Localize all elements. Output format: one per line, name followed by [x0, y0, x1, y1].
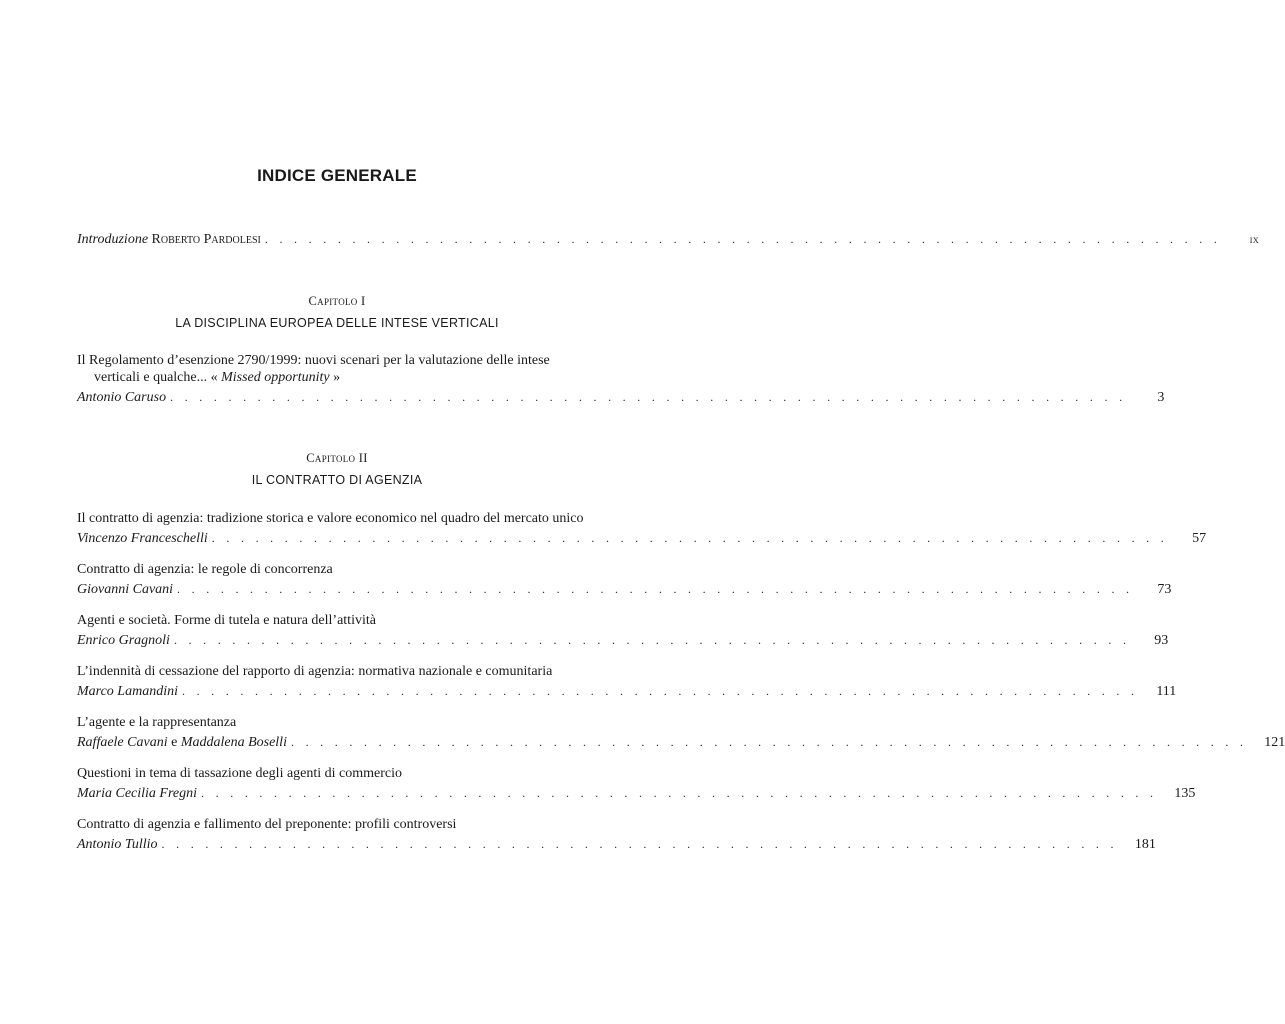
- intro-line: [77, 231, 1260, 249]
- toc-entry[interactable]: [77, 612, 1169, 649]
- dot-leader: . . . . . . . . . . . . . . . . . . . . . . . . . . . . . . . . . . . . . . . . . . . . . . . . . . . . . . . . . . . . . . . . . .: [211, 531, 1169, 545]
- entry-title: Il contratto di agenzia: tradizione storica e valore economico nel quadro del mercato unico: [77, 511, 584, 526]
- entry-author-line: [77, 785, 1196, 802]
- entry-title: Questioni in tema di tassazione degli agenti di commercio: [77, 766, 403, 781]
- dot-leader: . . . . . . . . . . . . . . . . . . . . . . . . . . . . . . . . . . . . . . . . . . . . . . . . . . . . . . . . . . . . . . . . . .: [177, 582, 1134, 596]
- entry-author-line: [77, 632, 1169, 649]
- entry-author-line: [77, 530, 1207, 547]
- entry-author: Maria Cecilia Fregni: [77, 786, 198, 801]
- page-number: 135: [1174, 786, 1196, 801]
- toc-entry[interactable]: [77, 561, 1172, 598]
- toc-entry[interactable]: [77, 765, 1196, 802]
- chapter-title: IL CONTRATTO DI AGENZIA: [251, 473, 423, 487]
- chapter-entries: [77, 510, 1285, 853]
- author-conjunction: e: [171, 735, 178, 750]
- entry-title-italic: Missed opportunity: [221, 370, 330, 385]
- page-number: 73: [1157, 582, 1172, 597]
- intro-author-name: Roberto Pardolesi: [151, 232, 261, 247]
- entry-title: Contratto di agenzia: le regole di concorrenza: [77, 562, 333, 577]
- entry-author-1: Raffaele Cavani: [77, 735, 168, 750]
- page-number: 93: [1154, 633, 1169, 648]
- entry-author: Vincenzo Franceschelli: [77, 531, 208, 546]
- toc-entry[interactable]: [77, 510, 1207, 547]
- chapter-label: Capitolo I: [308, 294, 366, 308]
- dot-leader: . . . . . . . . . . . . . . . . . . . . . . . . . . . . . . . . . . . . . . . . . . . . . . . . . . . . . . . . . . . . . . . . . .: [173, 633, 1131, 647]
- entry-author-line: [77, 581, 1172, 598]
- dot-leader: . . . . . . . . . . . . . . . . . . . . . . . . . . . . . . . . . . . . . . . . . . . . . . . . . . . . . . . . . . . . . . . . . .: [264, 232, 1222, 246]
- entry-author: Antonio Caruso: [77, 390, 167, 405]
- page-number: 181: [1134, 837, 1156, 852]
- toc-entry[interactable]: [77, 663, 1177, 700]
- toc-intro-entry[interactable]: [77, 228, 1260, 249]
- entry-author: [77, 734, 287, 751]
- entry-author: Enrico Gragnoli: [77, 633, 170, 648]
- toc-page: [77, 0, 1285, 1024]
- entry-author: Giovanni Cavani: [77, 582, 174, 597]
- toc-entry[interactable]: [77, 352, 1165, 406]
- entry-author-line: [77, 683, 1177, 700]
- entry-title: Contratto di agenzia e fallimento del preponente: profili controversi: [77, 817, 457, 832]
- page-number: 111: [1156, 684, 1177, 699]
- entry-author-line: [77, 389, 1165, 406]
- dot-leader: . . . . . . . . . . . . . . . . . . . . . . . . . . . . . . . . . . . . . . . . . . . . . . . . . . . . . . . . . . . . . . . . . .: [181, 684, 1139, 698]
- dot-leader: . . . . . . . . . . . . . . . . . . . . . . . . . . . . . . . . . . . . . . . . . . . . . . . . . . . . . . . . . . . . . . . . . .: [170, 390, 1127, 404]
- entry-title: L’indennità di cessazione del rapporto di agenzia: normativa nazionale e comunitaria: [77, 664, 553, 679]
- entry-author-line: [77, 836, 1156, 853]
- toc-entry[interactable]: [77, 816, 1156, 853]
- intro-author: [77, 231, 261, 248]
- page-number: 3: [1157, 390, 1165, 405]
- entry-author: Marco Lamandini: [77, 684, 178, 699]
- page-title: INDICE GENERALE: [257, 166, 417, 185]
- page-number: 57: [1192, 531, 1207, 546]
- chapter-1: [77, 293, 1165, 420]
- page-number: 121: [1264, 735, 1285, 750]
- entry-author: Antonio Tullio: [77, 837, 158, 852]
- dot-leader: . . . . . . . . . . . . . . . . . . . . . . . . . . . . . . . . . . . . . . . . . . . . . . . . . . . . . . . . . . . . . . . . . .: [161, 837, 1118, 851]
- chapter-2: [77, 450, 1285, 867]
- toc-entry[interactable]: [77, 714, 1285, 751]
- entry-title: Agenti e società. Forme di tutela e natura dell’attività: [77, 613, 376, 628]
- intro-label: Introduzione: [77, 232, 149, 247]
- entry-title: L’agente e la rappresentanza: [77, 715, 237, 730]
- dot-leader: . . . . . . . . . . . . . . . . . . . . . . . . . . . . . . . . . . . . . . . . . . . . . . . . . . . . . . . . . . . . . . . . . .: [290, 735, 1248, 749]
- page-number: ix: [1249, 234, 1260, 246]
- entry-title: Il Regolamento d’esenzione 2790/1999: nuovi scenari per la valutazione delle intese verticali e qualche... « Missed opportunity »: [77, 353, 550, 385]
- entry-author-line: [77, 734, 1285, 751]
- chapter-title: LA DISCIPLINA EUROPEA DELLE INTESE VERTICALI: [175, 316, 499, 330]
- entry-author-2: Maddalena Boselli: [180, 735, 287, 750]
- chapter-label: Capitolo II: [306, 451, 368, 465]
- dot-leader: . . . . . . . . . . . . . . . . . . . . . . . . . . . . . . . . . . . . . . . . . . . . . . . . . . . . . . . . . . . . . . . . . .: [201, 786, 1158, 800]
- chapter-entries: [77, 352, 1165, 406]
